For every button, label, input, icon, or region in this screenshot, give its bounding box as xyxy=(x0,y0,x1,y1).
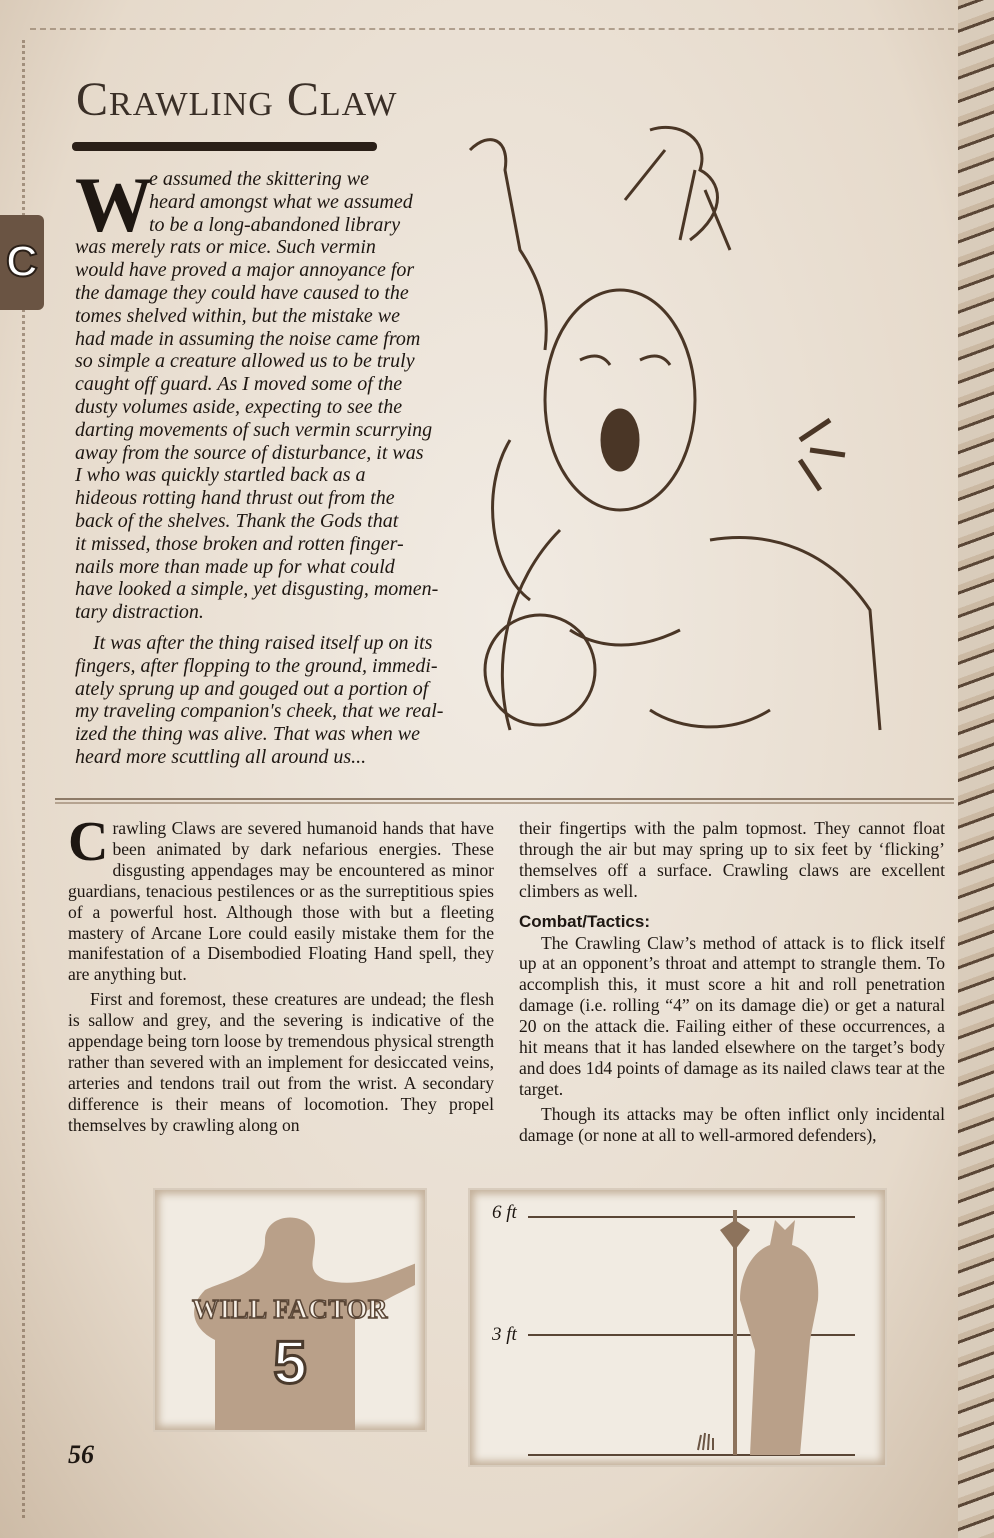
intro-line: darting movements of such vermin scurrying xyxy=(75,418,433,441)
height-tick-6ft: 6 ft xyxy=(492,1202,517,1223)
intro-line: to be a long-abandoned library xyxy=(149,213,401,236)
chapter-tab xyxy=(0,215,44,310)
intro-line: have looked a simple, yet disgusting, momen- xyxy=(75,578,439,601)
height-comparison-panel xyxy=(470,1190,885,1465)
body-paragraph-2: First and foremost, these creatures are undead; the flesh is sallow and grey, and the severing is indicative of the appendage being torn loose by tremendous physical strength rather than severed with an implement for desiccated veins, arteries and tendons trail out from the wrist. A secondary difference is their means of locomotion. They propel themselves by crawling along on xyxy=(68,989,494,1135)
chapter-tab-letter: C xyxy=(6,237,38,286)
combat-paragraph: The Crawling Claw’s method of attack is to flick itself up at an opponent’s throat and attempt to strangle them. To accomplish this, it must score a hit and roll penetration damage (i.e. rolling “4” on its damage die) or get a natural 20 on the attack die. Failing either of these occurrences, a hit means that it has landed elsewhere on the target’s body and does 1d4 points of damage as its nailed claws tear at the target. xyxy=(519,932,945,1099)
will-factor-panel xyxy=(155,1190,425,1430)
intro-line: would have proved a major annoyance for xyxy=(75,259,415,282)
intro-drop-cap: W xyxy=(75,161,153,248)
intro-paragraph-2 xyxy=(75,632,455,769)
body-column-right xyxy=(519,818,945,1150)
intro-line: it missed, those broken and rotten finger- xyxy=(75,532,404,555)
title-underline xyxy=(72,142,377,151)
crawling-claw-illustration xyxy=(450,110,955,790)
torn-border-top xyxy=(30,28,954,36)
intro-line: the damage they could have caused to the xyxy=(75,281,409,304)
will-factor-label: WILL FACTOR xyxy=(192,1294,388,1324)
height-tick-3ft: 3 ft xyxy=(492,1324,517,1345)
body-paragraph-1 xyxy=(68,811,494,985)
intro-line: fingers, after flopping to the ground, immedi- xyxy=(75,654,438,677)
page-number: 56 xyxy=(68,1440,94,1469)
intro-line: caught off guard. As I moved some of the xyxy=(75,373,403,396)
intro-line: heard amongst what we assumed xyxy=(149,190,413,213)
intro-line: hideous rotting hand thrust out from the xyxy=(75,487,395,510)
page-title: Crawling Claw xyxy=(76,73,398,126)
body-paragraph-2-continued: their fingertips with the palm topmost. They cannot float through the air but may spring up to six feet by ‘flicking’ themselves off a surface. Crawling claws are excellent climbers as well. xyxy=(519,818,945,901)
body-paragraph-1-text: rawling Claws are severed humanoid hands that have been animated by dark nefarious energies. These disgusting appendages may be encountered as minor guardians, tenacious pestilences or as the surreptitious spies of a powerful host. Although those with but a fleeting mastery of Arcane Lore could easily mistake them for the manifestation of a Disembodied Floating Hand spell, they are anything but. xyxy=(68,818,494,985)
intro-line: was merely rats or mice. Such vermin xyxy=(75,236,376,259)
will-factor-value: 5 xyxy=(273,1329,307,1396)
intro-line: I who was quickly startled back as a xyxy=(75,464,366,487)
section-divider xyxy=(55,798,954,804)
warrior-silhouette-icon xyxy=(700,1210,840,1455)
intro-line: had made in assuming the noise came from xyxy=(75,327,421,350)
intro-line: ized the thing was alive. That was when we xyxy=(75,723,420,746)
torn-border-right xyxy=(958,0,994,1538)
intro-line: back of the shelves. Thank the Gods that xyxy=(75,509,399,532)
intro-line: nails more than made up for what could xyxy=(75,555,395,578)
intro-line: tary distraction. xyxy=(75,601,204,624)
intro-line: away from the source of disturbance, it was xyxy=(75,441,424,464)
intro-line: ately sprung up and gouged out a portion of xyxy=(75,677,429,700)
intro-line: so simple a creature allowed us to be truly xyxy=(75,350,415,373)
intro-line: tomes shelved within, but the mistake we xyxy=(75,304,400,327)
intro-narrative xyxy=(75,161,455,769)
intro-line: dusty volumes aside, expecting to see the xyxy=(75,395,403,418)
intro-line: heard more scuttling all around us... xyxy=(75,745,367,768)
crawling-claw-silhouette-icon xyxy=(695,1430,717,1452)
combat-paragraph-2: Though its attacks may be often inflict only incidental damage (or none at all to well-armored defenders), xyxy=(519,1103,945,1145)
body-drop-cap: C xyxy=(68,811,109,873)
combat-tactics-heading: Combat/Tactics: xyxy=(519,911,650,931)
intro-line: my traveling companion's cheek, that we real- xyxy=(75,700,444,723)
body-column-left xyxy=(68,811,494,1140)
intro-line: It was after the thing raised itself up on its xyxy=(93,631,433,654)
intro-line: e assumed the skittering we xyxy=(149,168,369,190)
